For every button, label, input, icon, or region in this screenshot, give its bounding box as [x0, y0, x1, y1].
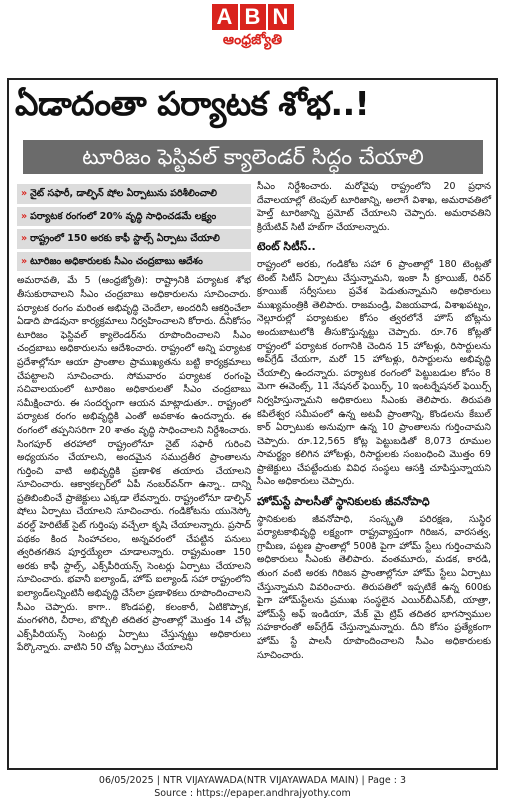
- right-body-text-3: స్థానికులకు జీవనోపాధి, సంస్కృతి పరిరక్షణ, సుస్థిర పర్యాటకాభివృద్ధి లక్ష్యంగా రాష్ట్రవ్యాప్తంగా గిరిజన, వారసత్వ, గ్రామీణ, పట్టణ ప్రాంతాల్లో 500కి పైగా హోమ్ స్టేలు గుర్తించామని అధికారులు సీఎంకు తెలిపారు. వంతమూరు, మడక, కారడి, తుంగ వంటి అరకు గిరిజన ప్రాంతాల్లోనూ హోమ్ స్టేలు ఏర్పాటు చేస్తున్నామని వివరించారు. తిరుపతిలో ఇప్పటికే ఉన్న 600కు పైగా హోమ్‌స్టేలను ప్రముఖ సంస్థలైన ఎయిర్‌బీఎన్‌బీ, యాత్రా, హోమ్‌స్టే అఫ్ ఇండియా, మేక్ మై ట్రిప్ తదితర భాగస్వాముల సహకారంతో అప్‌గ్రేడ్ చేస్తున్నామన్నారు. దీని కోసం ప్రత్యేకంగా హోమ్ స్టే పాలసీ రూపొందించాలని సీఎం అధికారులకు సూచించారు.: [257, 513, 491, 661]
- right-column: [257, 180, 491, 662]
- highlight-bullet: [17, 229, 251, 249]
- highlight-bullet: [17, 184, 251, 204]
- article-clipping: [7, 78, 498, 770]
- logo-letter-n: N: [268, 4, 294, 30]
- logo-letter-b: B: [240, 4, 266, 30]
- chevron-icon: »: [21, 233, 28, 245]
- bullet-text: పర్యాటక రంగంలో 20% వృద్ధి సాధించడమే లక్ష్యం: [30, 210, 217, 222]
- abn-letters: [200, 4, 305, 30]
- logo-subtitle: ఆంధ్రజ్యోతి: [222, 32, 283, 48]
- abn-andhrajyothy-logo: [200, 4, 305, 56]
- chevron-icon: »: [21, 188, 28, 199]
- article-subheadline: టూరిజం ఫెస్టివల్ క్యాలెండర్ సిద్ధం చేయాలి: [23, 140, 483, 174]
- section-heading-tent-cities: టెంట్ సిటీస్..: [257, 240, 316, 254]
- right-body-text-2: రాష్ట్రంలో అరకు, గండికోట సహా 6 ప్రాంతాల్లో 180 టెంట్లతో టెంట్ సిటీస్ ఏర్పాటు చేస్తున్నామని, ఇంకా సీ క్రూయిజ్, రివర్ క్రూయిజ్ సర్వీసులు ప్రవేశ పెడుతున్నామని అధికారులు ముఖ్యమంత్రికి తెలిపారు. రాజమండ్రి, విజయవాడ, విశాఖపట్నం, నెల్లూరుల్లో పర్యాటకుల కోసం త్వరలోనే హౌస్ బోట్లను అందుబాటులోకి తీసుకొస్తున్నట్టు చెప్పారు. రూ.76 కోట్లతో రాష్ట్రంలో పర్యాటక రంగానికి చెందిన 15 హోటళ్లు, రిసార్టులను అప్‌గ్రేడ్ చేయగా, మరో 15 హోటళ్లు, రిసార్టులను అభివృద్ధి చేయాల్సి ఉందన్నారు. పర్యాటక రంగంలో పెట్టుబడుల కోసం 8 మెగా ఈవెంట్స్, 11 నేషనల్ ఫెయిర్స్, 10 ఇంటర్నేషనల్ ఫెయిర్స్ నిర్వహిస్తున్నామని అధికారులు సీఎంకు తెలిపారు. తిరుపతి కపిలేశ్వర సమీపంలో ఉన్న అటవీ ప్రాంతాన్ని, కొండలను కేబుల్ కార్ ఏర్పాటుకు అనువుగా ఉన్న 10 ప్రాంతాలను గుర్తించామని చెప్పారు. రూ.12,565 కోట్ల పెట్టుబడితో 8,073 రూముల సామర్థ్యం కలిగిన హోటళ్లు, రిసార్టులకు సంబంధించి మొత్తం 69 ప్రాజెక్టులు చేపట్టేందుకు వివిధ సంస్థలు ఆసక్తి చూపిస్తున్నాయని సీఎం అధికారులు చెప్పారు.: [257, 258, 491, 488]
- logo-letter-a: A: [212, 4, 238, 30]
- bullet-text: రాష్ట్రంలో 150 అరకు కాఫీ స్టాల్స్ ఏర్పాటు చేయాలి: [30, 233, 220, 245]
- left-column: [17, 184, 251, 655]
- chevron-icon: »: [21, 210, 28, 222]
- right-body-text-1: సీఎం నిర్దేశించారు. మరోవైపు రాష్ట్రంలోని 20 ప్రధాన దేవాలయాల్లో టెంపుల్ టూరిజాన్ని, అలాగే విశాఖ, అమరావతిలో హెల్త్ టూరిజాన్ని ప్రమోట్ చేయాలని చెప్పారు. అమరావతిని క్రియేటివ్ సిటీ హబ్‌గా చేయాలన్నారు.: [257, 181, 491, 233]
- footer-edition-info: 06/05/2025 | NTR VIJAYAWADA(NTR VIJAYAWADA MAIN) | Page : 3: [98, 775, 407, 786]
- highlight-bullet: [17, 252, 251, 272]
- left-body-text: అమరావతి, మే 5 (ఆంధ్రజ్యోతి): రాష్ట్రానికి పర్యాటక శోభ తీసుకురావాలని సీఎం చంద్రబాబు అధికారులను సూచించారు. పర్యాటక రంగం మరింత అభివృద్ధి చెందేలా, అందరినీ ఆకర్షించేలా ఏడాది పొడవునా కార్యక్రమాలు నిర్వహించాలని కోరారు. దీనికోసం టూరిజం ఫెస్టివల్ క్యాలెండర్‌ను రూపొందించాలని సీఎం చంద్రబాబు అధికారులను ఆదేశించారు. రాష్ట్రంలో అన్ని పర్యాటక ప్రదేశాల్లోనూ ఆయా ప్రాంతాల ప్రాముఖ్యతను బట్టి కార్యక్రమాలు చేపట్టాలని సూచించారు. సోమవారం పర్యాటక రంగంపై సచివాలయంలో టూరిజం అధికారులతో సీఎం చంద్రబాబు సమీక్షించారు. ఈ సందర్భంగా ఆయన మాట్లాడుతూ.. రాష్ట్రంలో పర్యాటక రంగం అభివృద్ధికి ఎంతో అవకాశం ఉందన్నారు. ఈ రంగంలో తప్పనిసరిగా 20 శాతం వృద్ధి సాధించాలని నిర్దేశించారు. సింగపూర్ తరహాలో రాష్ట్రంలోనూ నైట్ సఫారీ గురించి అధ్యయనం చేయాలని, అందమైన సముద్రతీర ప్రాంతాలను గుర్తించి వాటి అభివృద్ధికి ప్రణాళిక తయారు చేయాలని సూచించారు. ఆక్వాకల్చర్‌లో ఏపీ నంబర్‌వన్‌గా ఉన్నా.. దాన్ని ప్రతిబింబించే ప్రాజెక్టులు ఎక్కడా లేవన్నారు. రాష్ట్రంలోనూ డాల్ఫిన్ షోలు ఏర్పాటు చేయాలని సూచించారు. గండికోటను యునెస్కో వరల్డ్ హెరిటేజ్ సైట్ గుర్తింపు వచ్చేలా కృషి చేయాలన్నారు. ప్రసాద్ పథకం కింద సింహాచలం, అన్నవరంలో చేపట్టిన పనులు త్వరితగతిన పూర్తయ్యేలా చూడాలన్నారు. రాష్ట్రమంతా 150 అరకు కాఫీ స్టాల్స్, ఎక్స్‌పీరియన్స్ సెంటర్లు ఏర్పాటు చేయాలని సూచించారు. భవానీ ఐల్యాండ్, హోప్ ఐల్యాండ్ సహా రాష్ట్రంలోని ఐల్యాండ్‌లన్నింటినీ అభివృద్ధి చేసేలా ప్రణాళికలు రూపొందించాలని సీఎం చెప్పారు. కాగా.. కొండపల్లి, కలంకారీ, ఏటికొప్పాక, మంగళగిరి, చీరాల, బొబ్బిలి తదితర ప్రాంతాల్లో మొత్తం 14 చోట్ల ఎక్స్‌పీరియన్స్ సెంటర్లు ఏర్పాటు చేస్తున్నట్టు అధికారులు పేర్కొన్నారు. వాటిని 50 చోట్ల ఏర్పాటు చేయాలని: [17, 275, 251, 654]
- article-headline: ఏడాదంతా పర్యాటక శోభ..!: [15, 84, 370, 123]
- chevron-icon: »: [21, 255, 28, 267]
- highlight-bullet: [17, 207, 251, 227]
- section-heading-homestay: హోమ్‌స్టే పాలసీతో స్థానికులకు జీవనోపాధి: [257, 495, 430, 509]
- bullet-text: టూరిజం అధికారులకు సీఎం చంద్రబాబు ఆదేశం: [30, 255, 203, 267]
- bullet-text: నైట్ సఫారీ, డాల్ఫిన్ షోల ఏర్పాటును పరిశీలించాలి: [30, 188, 218, 199]
- footer-source: Source : https://epaper.andhrajyothy.com: [154, 788, 351, 799]
